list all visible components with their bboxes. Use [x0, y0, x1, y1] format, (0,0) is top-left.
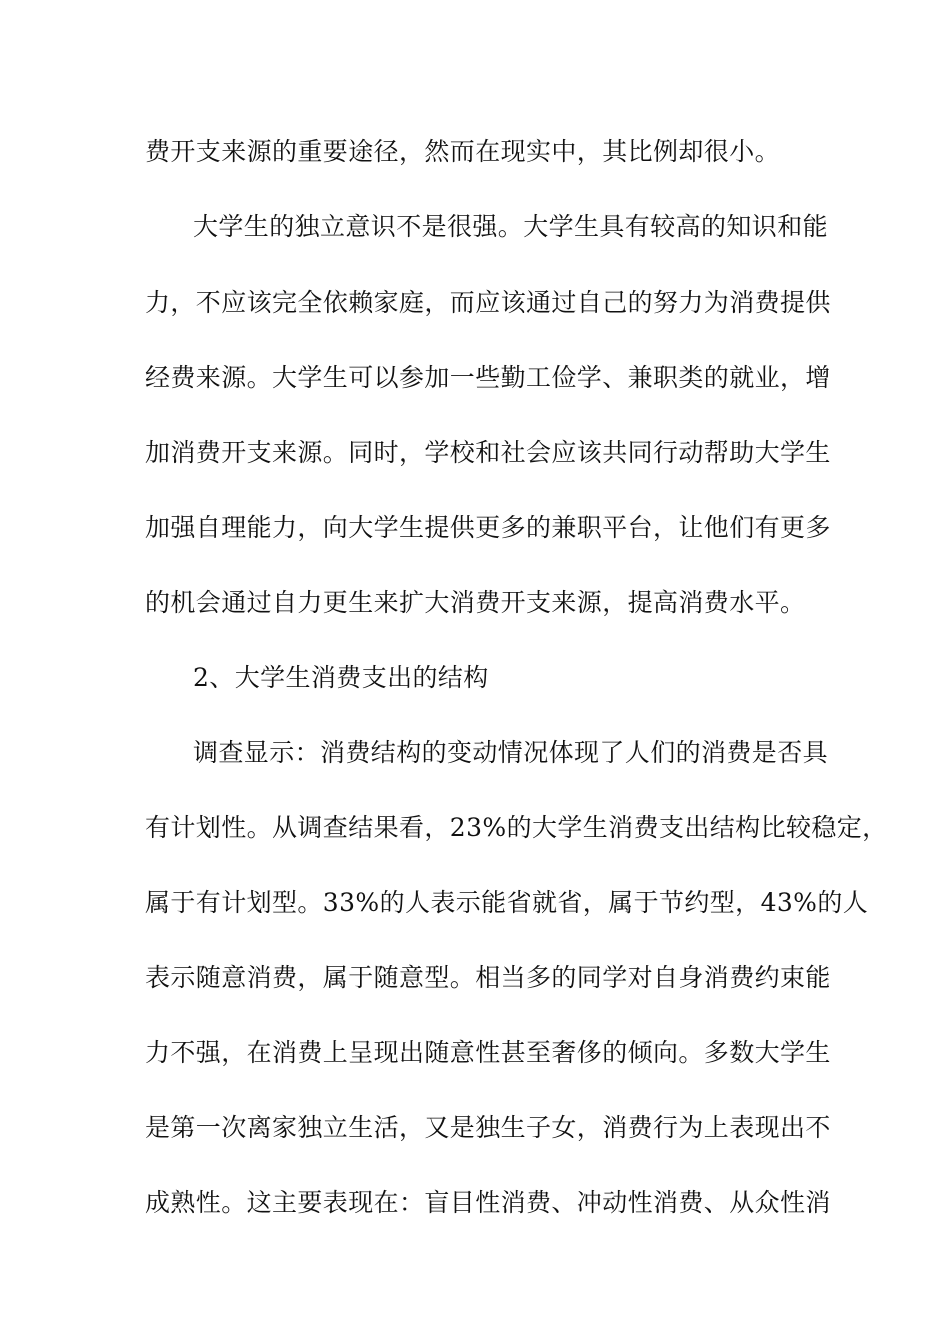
paragraph-line: 大学生的独立意识不是很强。大学生具有较高的知识和能 [193, 212, 829, 241]
paragraph-line: 力不强，在消费上呈现出随意性甚至奢侈的倾向。多数大学生 [145, 1038, 831, 1067]
paragraph-line: 经费来源。大学生可以参加一些勤工俭学、兼职类的就业，增 [145, 363, 831, 392]
paragraph-line: 调查显示：消费结构的变动情况体现了人们的消费是否具 [193, 738, 829, 767]
paragraph-line: 属于有计划型。33%的人表示能省就省，属于节约型，43%的人 [145, 888, 869, 917]
paragraph-line: 费开支来源的重要途径，然而在现实中，其比例却很小。 [145, 137, 781, 166]
paragraph-line: 加消费开支来源。同时，学校和社会应该共同行动帮助大学生 [145, 438, 831, 467]
paragraph-line: 有计划性。从调查结果看，23%的大学生消费支出结构比较稳定， [145, 813, 888, 842]
paragraph-line: 力，不应该完全依赖家庭，而应该通过自己的努力为消费提供 [145, 288, 831, 317]
paragraph-line: 的机会通过自力更生来扩大消费开支来源，提高消费水平。 [145, 588, 806, 617]
section-heading: 2、大学生消费支出的结构 [193, 663, 489, 692]
paragraph-line: 是第一次离家独立生活，又是独生子女，消费行为上表现出不 [145, 1113, 831, 1142]
paragraph-line: 加强自理能力，向大学生提供更多的兼职平台，让他们有更多 [145, 513, 831, 542]
paragraph-line: 表示随意消费，属于随意型。相当多的同学对自身消费约束能 [145, 963, 831, 992]
paragraph-line: 成熟性。这主要表现在：盲目性消费、冲动性消费、从众性消 [145, 1188, 831, 1217]
